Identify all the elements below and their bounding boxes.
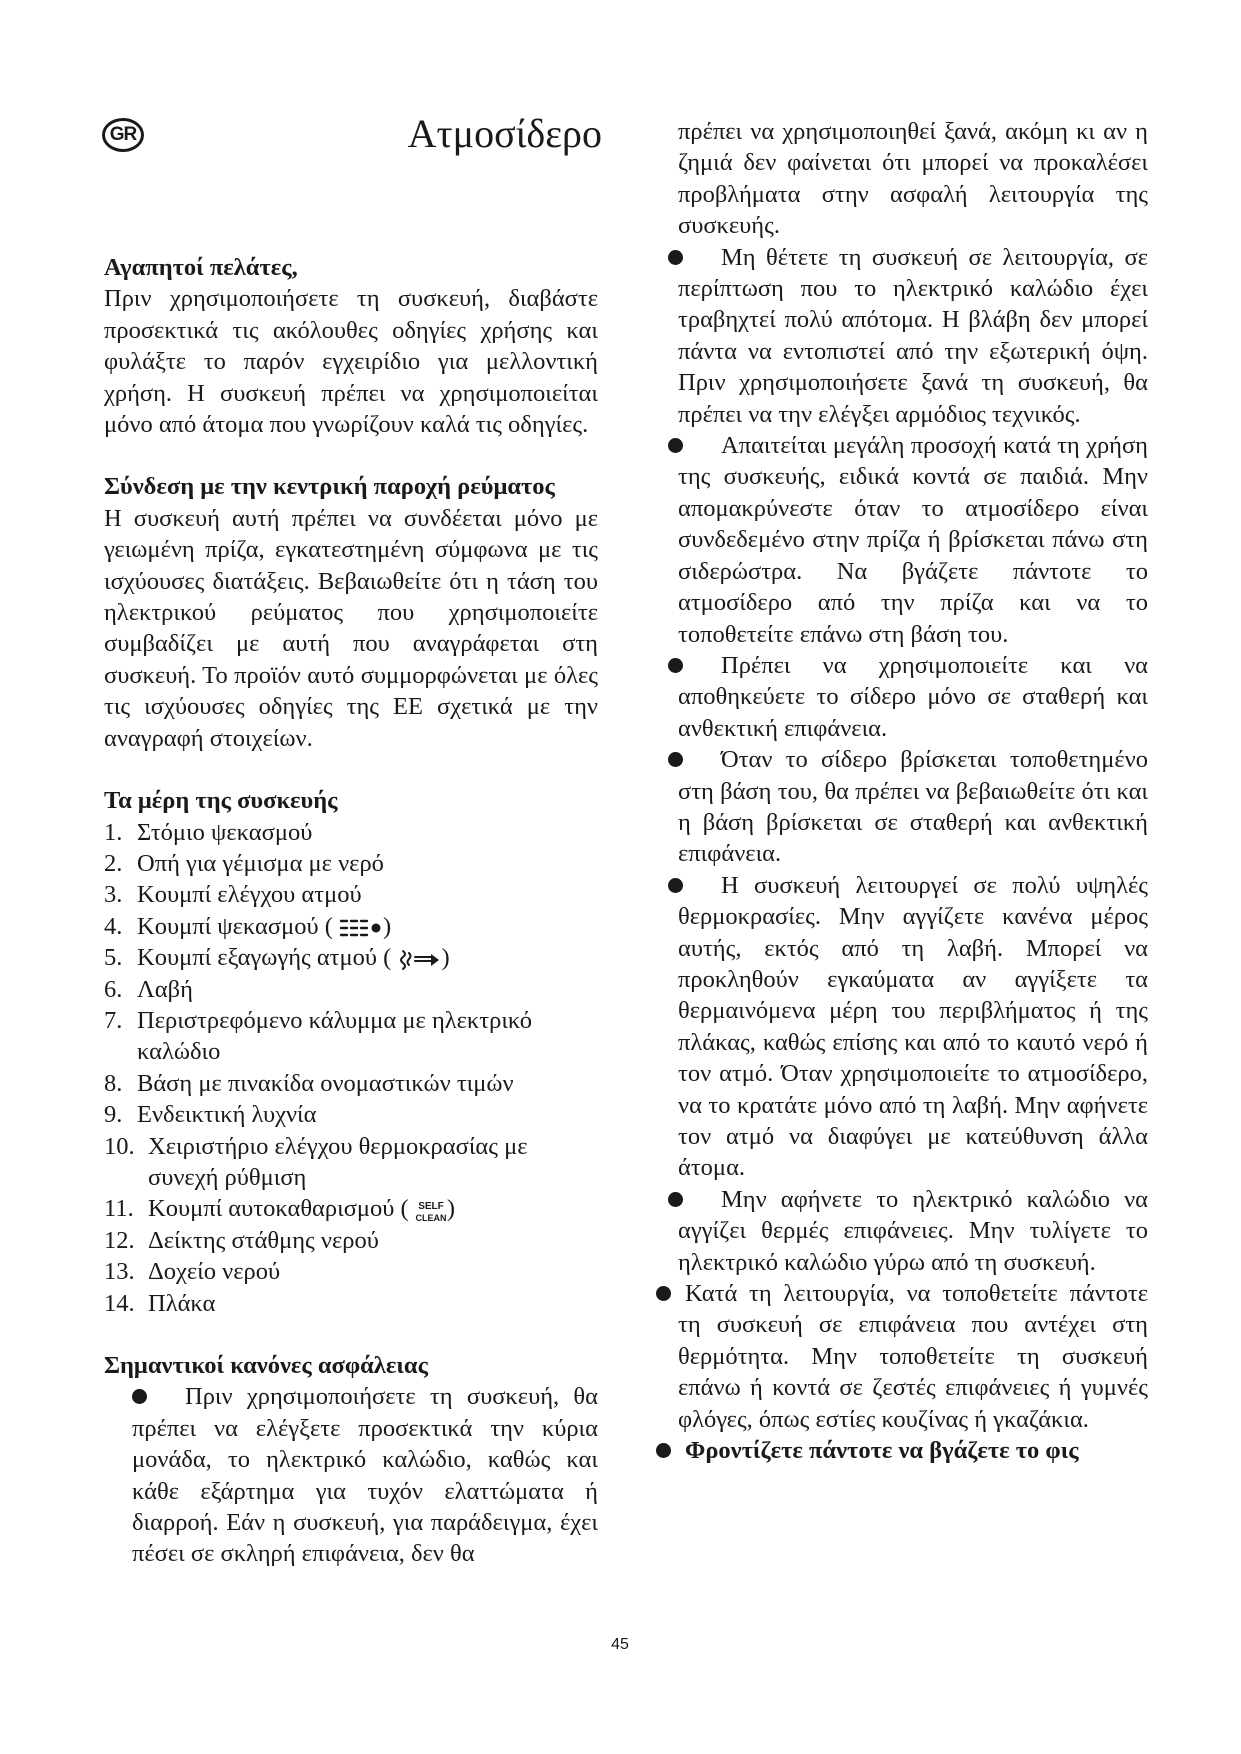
list-item: 8. Βάση με πινακίδα ονομαστικών τιμών (104, 1069, 514, 1097)
svg-text:SELF: SELF (418, 1200, 444, 1212)
self-clean-icon (415, 1197, 447, 1225)
mains-paragraph: Η συσκευή αυτή πρέπει να συνδέεται μόνο με γειωμένη πρίζα, εγκατεστημένη σύμφωνα με τις ισχύουσες διατάξεις. Βεβαιωθείτε ότι η τάση του ηλεκτρικού ρεύματος που χρησιμοποιείτε συμβαδίζει με αυτή που αναγράφεται στη συσκευή. Το προϊόν αυτό συμμορφώνεται με όλες τις ισχύουσες οδηγίες της ΕΕ σχετικά με την αναγραφή στοιχείων. (104, 504, 598, 752)
list-item: 4. Κουμπί ψεκασμού ( ) (104, 912, 392, 940)
list-item: 9. Ενδεικτική λυχνία (104, 1101, 317, 1129)
safety-bullet: Κατά τη λειτουργία, να τοποθετείτε πάντοτε τη συσκευή σε επιφάνεια που αντέχει στη θερμότητα. Μην τοποθετείτε τη συσκευή επάνω ή κοντά σε ζεστές επιφάνειες ή γυμνές φλόγες, όπως εστίες κουζίνας ή γκαζάκια. (678, 1278, 1148, 1435)
list-item: 7. Περιστρεφόμενο κάλυμμα με ηλεκτρικό καλώδιο (104, 1006, 532, 1066)
safety-bullet: Μη θέτετε τη συσκευή σε λειτουργία, σε περίπτωση που το ηλεκτρικό καλώδιο έχει τραβηχτεί πολύ απότομα. Η βλάβη δεν μπορεί πάντα να εντοπιστεί από την εξωτερική όψη. Πριν χρησιμοποιήσετε ξανά τη συσκευή, θα πρέπει να την ελέγξει αρμόδιος τεχνικός. (678, 242, 1148, 430)
bullet-dot-icon (656, 1286, 671, 1301)
language-badge: GR (102, 118, 144, 152)
safety-bullet: Απαιτείται μεγάλη προσοχή κατά τη χρήση της συσκευής, ειδικά κοντά σε παιδιά. Μην απομακρύνεστε όταν το ατμοσίδερο είναι συνδεδεμένο στην πρίζα ή βρίσκεται πάνω στη σιδερώστρα. Να βγάζετε πάντοτε το ατμοσίδερο από την πρίζα και να το τοποθετείτε επάνω στη βάση του. (678, 430, 1148, 650)
safety-bullet: Φροντίζετε πάντοτε να βγάζετε το φις (678, 1435, 1148, 1466)
list-item: 12. Δείκτης στάθμης νερού (104, 1226, 379, 1254)
continuation-paragraph: πρέπει να χρησιμοποιηθεί ξανά, ακόμη κι αν η ζημιά δεν φαίνεται ότι μπορεί να προκαλέσει προβλήματα στην ασφαλή λειτουργία της συσκευής. (678, 118, 1148, 240)
list-item: 6. Λαβή (104, 975, 193, 1003)
list-item: 11. Κουμπί αυτοκαθαρισμού ( SELF CLEAN ) (104, 1195, 456, 1223)
bullet-dot-icon (668, 1192, 683, 1207)
bullet-dot-icon (668, 438, 683, 453)
parts-list (104, 817, 598, 1320)
svg-text:CLEAN: CLEAN (415, 1212, 447, 1223)
right-column (678, 116, 1148, 1466)
safety-bullet: Πριν χρησιμοποιήσετε τη συσκευή, θα πρέπει να ελέγξετε προσεκτικά την κύρια μονάδα, το ηλεκτρικό καλώδιο, καθώς και κάθε εξάρτημα για τυχόν ελαττώματα ή διαρροή. Εάν η συσκευή, για παράδειγμα, έχει πέσει σε σκληρή επιφάνεια, δεν θα (132, 1383, 598, 1568)
spray-icon (339, 916, 383, 940)
safety-bullet: Μην αφήνετε το ηλεκτρικό καλώδιο να αγγίζει θερμές επιφάνειες. Μην τυλίγετε το ηλεκτρικό καλώδιο γύρω από τη συσκευή. (678, 1184, 1148, 1278)
bullet-dot-icon (668, 878, 683, 893)
list-item: 13. Δοχείο νερού (104, 1258, 281, 1286)
bullet-dot-icon (656, 1443, 671, 1458)
mains-heading: Σύνδεση με την κεντρική παροχή ρεύματος (104, 473, 555, 501)
steam-burst-icon (397, 947, 441, 973)
bullet-dot-icon (668, 250, 683, 265)
left-column (104, 252, 598, 1570)
intro-paragraph: Πριν χρησιμοποιήσετε τη συσκευή, διαβάστε προσεκτικά τις ακόλουθες οδηγίες χρήσης και φυλάξτε το παρόν εγχειρίδιο για μελλοντική χρήση. Η συσκευή πρέπει να χρησιμοποιείται μόνο από άτομα που γνωρίζουν καλά τις οδηγίες. (104, 285, 598, 439)
list-item: 5. Κουμπί εξαγωγής ατμού ( ) (104, 944, 450, 972)
bullet-dot-icon (132, 1389, 147, 1404)
list-item: 3. Κουμπί ελέγχου ατμού (104, 881, 362, 909)
list-item: 2. Οπή για γέμισμα με νερό (104, 849, 384, 877)
safety-bullet: Πρέπει να χρησιμοποιείτε και να αποθηκεύετε το σίδερο μόνο σε σταθερή και ανθεκτική επιφάνεια. (678, 650, 1148, 744)
safety-bullet: Όταν το σίδερο βρίσκεται τοποθετημένο στη βάση του, θα πρέπει να βεβαιωθείτε ότι και η βάση βρίσκεται σε σταθερή και ανθεκτική επιφάνεια. (678, 744, 1148, 870)
greeting-heading: Αγαπητοί πελάτες, (104, 254, 298, 281)
list-item: 10. Χειριστήριο ελέγχου θερμοκρασίας με συνεχή ρύθμιση (104, 1132, 528, 1191)
parts-heading: Τα μέρη της συσκευής (104, 787, 338, 815)
safety-heading: Σημαντικοί κανόνες ασφάλειας (104, 1352, 428, 1379)
list-item: 14. Πλάκα (104, 1289, 216, 1317)
list-item: 1. Στόμιο ψεκασμού (104, 818, 313, 846)
safety-bullet: Η συσκευή λειτουργεί σε πολύ υψηλές θερμοκρασίες. Μην αγγίζετε κανένα μέρος αυτής, εκτός από τη λαβή. Μπορεί να προκληθούν εγκαύματα αν αγγίξετε τα θερμαινόμενα μέρη του περιβλήματος ή της πλάκας, καθώς επίσης και από το καυτό νερό ή τον ατμό. Όταν χρησιμοποιείτε το ατμοσίδερο, να το κρατάτε μόνο από τη λαβή. Μην αφήνετε τον ατμό να διαφύγει με κατεύθυνση άλλα άτομα. (678, 870, 1148, 1184)
page-title: Ατμοσίδερο (407, 111, 602, 156)
bullet-dot-icon (668, 658, 683, 673)
page-number: 45 (611, 1636, 629, 1653)
bullet-dot-icon (668, 752, 683, 767)
